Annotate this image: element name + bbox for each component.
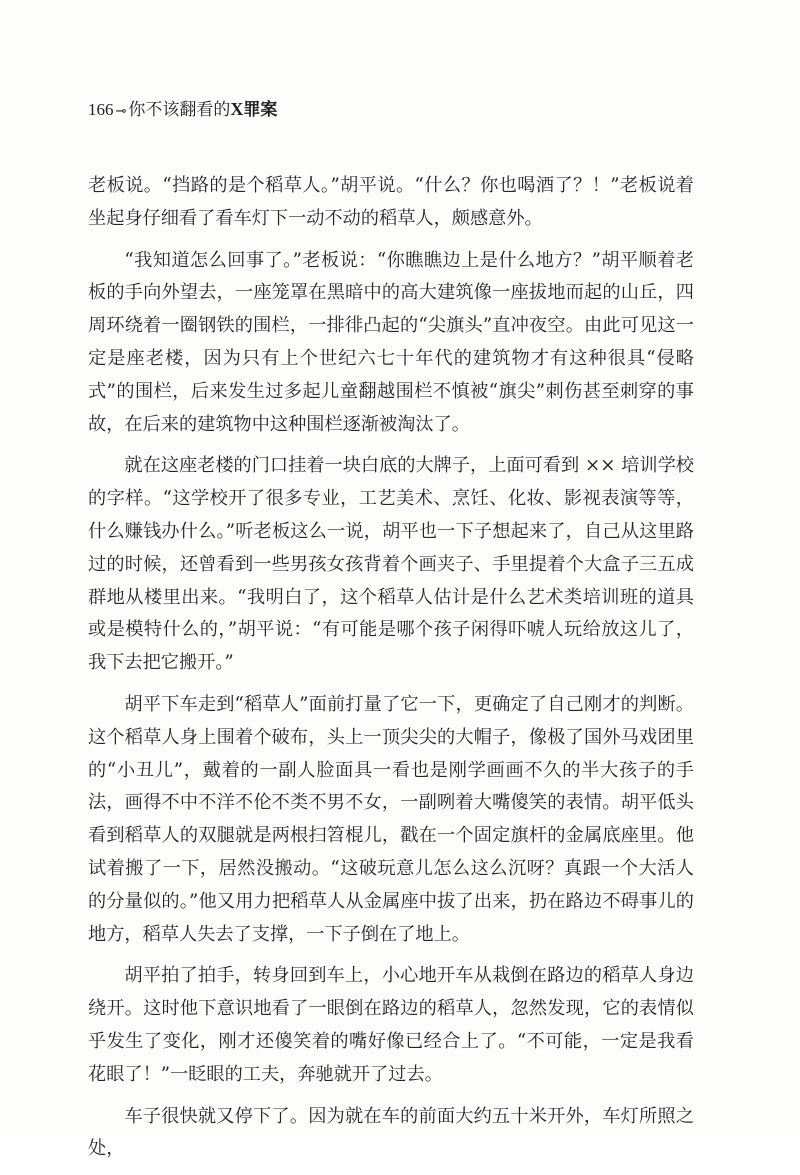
paragraph: 胡平拍了拍手，转身回到车上，小心地开车从栽倒在路边的稻草人身边绕开。这时他下意识地看了一眼倒在路边的稻草人，忽然发现，它的表情似乎发生了变化，刚才还傻笑着的嘴好像已经合上了。“不可能，一定是我看花眼了！”一眨眼的工夫，奔驰就开了过去。 bbox=[88, 965, 694, 1085]
book-title-prefix: 你不该翻看的 bbox=[128, 100, 231, 120]
paragraph: 就在这座老楼的门口挂着一块白底的大牌子，上面可看到 ×× 培训学校的字样。“这学校开了很多专业，工艺美术、烹饪、化妆、影视表演等等，什么赚钱办什么。”听老板这么一说，胡平也一下子想起来了，自己从这里路过的时候，还曾看到一些男孩女孩背着个画夹子、手里提着个大盒子三五成群地从楼里出来。“我明白了，这个稻草人估计是什么艺术类培训班的道具或是模特什么的，”胡平说：“有可能是哪个孩子闲得吓唬人玩给放这儿了，我下去把它搬开。” bbox=[88, 455, 694, 674]
arrow-icon: ⊸ bbox=[115, 104, 127, 119]
paragraph: 车子很快就又停下了。因为就在车的前面大约五十米开外，车灯所照之处， bbox=[88, 1105, 694, 1160]
paragraph: “我知道怎么回事了。”老板说：“你瞧瞧边上是什么地方？”胡平顺着老板的手向外望去，一座笼罩在黑暗中的高大建筑像一座拔地而起的山丘，四周环绕着一圈钢铁的围栏，一排徘凸起的“尖旗头”直冲夜空。由此可见这一定是座老楼，因为只有上个世纪六七十年代的建筑物才有这种很具“侵略式”的围栏，后来发生过多起儿童翻越围栏不慎被“旗尖”刺伤甚至刺穿的事故，在后来的建筑物中这种围栏逐渐被淘汰了。 bbox=[88, 249, 694, 435]
book-title-suffix: 罪案 bbox=[243, 100, 278, 120]
page-number: 166 bbox=[88, 100, 114, 119]
paragraph: 胡平下车走到“稻草人”面前打量了它一下，更确定了自己刚才的判断。这个稻草人身上围着个破布，头上一顶尖尖的大帽子，像极了国外马戏团里的“小丑儿”，戴着的一副人脸面具一看也是刚学画画不久的半大孩子的手法，画得不中不洋不伦不类不男不女，一副咧着大嘴傻笑的表情。胡平低头看到稻草人的双腿就是两根扫笤棍儿，戳在一个固定旗杆的金属底座里。他试着搬了一下，居然没搬动。“这破玩意儿怎么这么沉呀？真跟一个大活人的分量似的。”他又用力把稻草人从金属座中拔了出来，扔在路边不碍事儿的地方，稻草人失去了支撑，一下子倒在了地上。 bbox=[88, 693, 694, 945]
running-header bbox=[88, 98, 277, 123]
paragraph: 老板说。“挡路的是个稻草人。”胡平说。“什么？你也喝酒了？！”老板说着坐起身仔细看了看车灯下一动不动的稻草人，颇感意外。 bbox=[88, 175, 694, 229]
body-text bbox=[88, 170, 694, 1175]
book-title-x: X bbox=[230, 99, 244, 119]
